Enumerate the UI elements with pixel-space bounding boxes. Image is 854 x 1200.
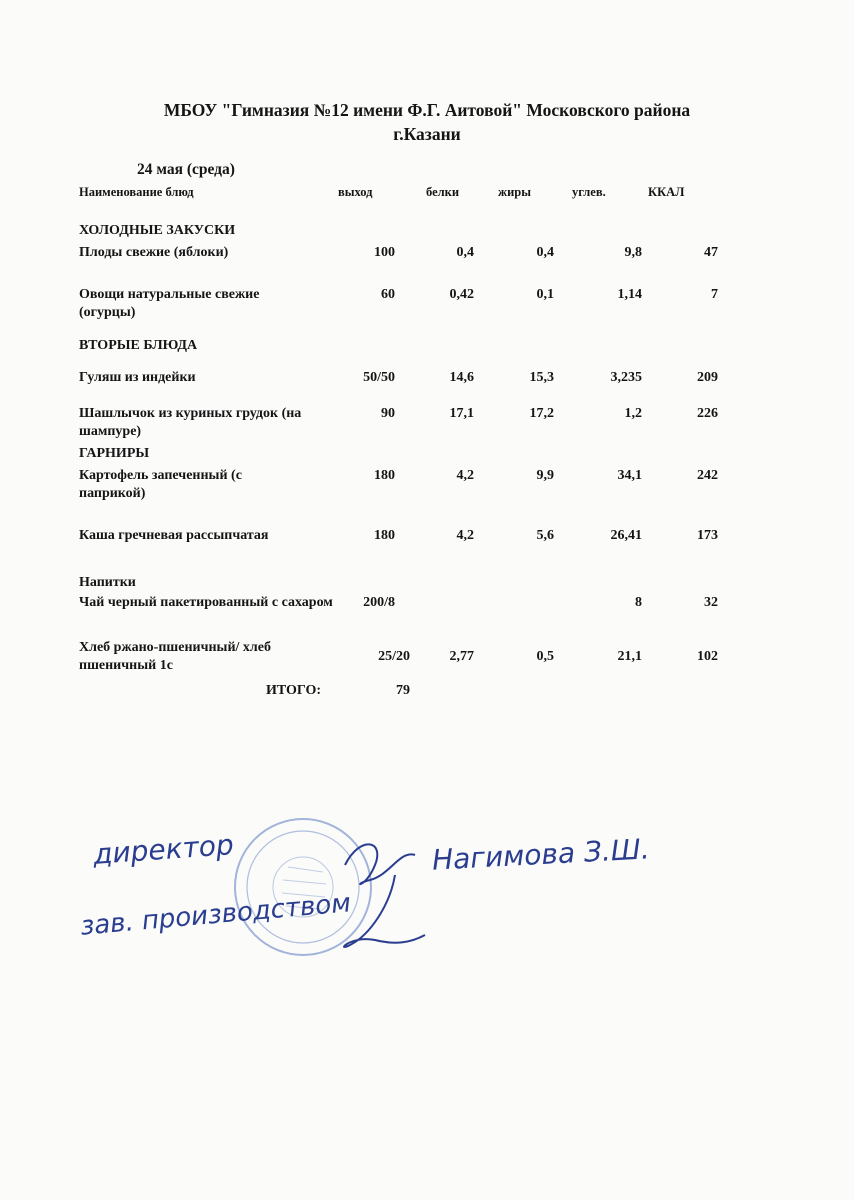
- document-title-line1: МБОУ "Гимназия №12 имени Ф.Г. Аитовой" Московского района: [163, 100, 691, 120]
- dish-name: Гуляш из индейки: [79, 370, 196, 385]
- dish-carbs: 3,235: [610, 370, 642, 385]
- dish-kcal: 47: [704, 245, 718, 260]
- handwritten-signature: [330, 825, 430, 965]
- dish-kcal: 173: [697, 528, 718, 543]
- dish-fat: 0,1: [536, 287, 554, 302]
- dish-protein: 0,42: [449, 287, 474, 302]
- total-label: ИТОГО:: [266, 683, 322, 698]
- dish-kcal: 102: [697, 649, 718, 664]
- dish-carbs: 34,1: [617, 468, 642, 483]
- dish-carbs: 26,41: [610, 528, 642, 543]
- dish-protein: 2,77: [449, 649, 474, 664]
- dish-kcal: 7: [711, 287, 718, 302]
- dish-carbs: 1,14: [617, 287, 642, 302]
- col-name-header: Наименование блюд: [79, 185, 194, 199]
- col-fat-header: жиры: [498, 185, 531, 199]
- dish-output: 50/50: [363, 370, 395, 385]
- dish-carbs: 21,1: [617, 649, 642, 664]
- dish-name: Чай черный пакетированный с сахаром: [79, 595, 333, 610]
- section-cold: ХОЛОДНЫЕ ЗАКУСКИ: [79, 223, 236, 238]
- dish-name: Шашлычок из куриных грудок (на шампуре): [79, 406, 302, 439]
- dish-kcal: 242: [697, 468, 718, 483]
- dish-output: 180: [374, 468, 395, 483]
- dish-name: Картофель запеченный (с паприкой): [79, 468, 242, 501]
- dish-protein: 4,2: [456, 468, 474, 483]
- dish-kcal: 32: [704, 595, 718, 610]
- signature-director-label: директор: [92, 828, 235, 871]
- signature-manager-label: зав. производством: [79, 888, 353, 942]
- signature-name: Нагимова З.Ш.: [431, 832, 651, 877]
- dish-kcal: 226: [697, 406, 718, 421]
- section-drinks: Напитки: [79, 575, 136, 590]
- col-output-header: выход: [338, 185, 373, 199]
- total-value: 79: [396, 683, 410, 698]
- document-title-line2: г.Казани: [393, 124, 461, 144]
- dish-carbs: 9,8: [624, 245, 642, 260]
- dish-name: Овощи натуральные свежие (огурцы): [79, 287, 260, 320]
- dish-fat: 0,5: [536, 649, 554, 664]
- dish-name: Плоды свежие (яблоки): [79, 245, 229, 260]
- dish-fat: 9,9: [536, 468, 554, 483]
- dish-carbs: 8: [635, 595, 642, 610]
- section-sides: ГАРНИРЫ: [79, 446, 150, 461]
- dish-fat: 15,3: [529, 370, 554, 385]
- dish-protein: 0,4: [456, 245, 474, 260]
- dish-fat: 0,4: [536, 245, 554, 260]
- dish-kcal: 209: [697, 370, 718, 385]
- dish-output: 100: [374, 245, 395, 260]
- section-second: ВТОРЫЕ БЛЮДА: [79, 338, 198, 353]
- menu-date: 24 мая (среда): [137, 161, 235, 178]
- dish-output: 90: [381, 406, 395, 421]
- col-protein-header: белки: [426, 185, 460, 199]
- dish-fat: 17,2: [529, 406, 554, 421]
- dish-output: 25/20: [378, 649, 410, 664]
- col-kcal-header: ККАЛ: [648, 185, 685, 199]
- dish-output: 60: [381, 287, 395, 302]
- dish-name: Каша гречневая рассыпчатая: [79, 528, 269, 543]
- dish-protein: 17,1: [449, 406, 474, 421]
- dish-protein: 4,2: [456, 528, 474, 543]
- col-carbs-header: углев.: [572, 185, 606, 199]
- dish-name: Хлеб ржано-пшеничный/ хлеб пшеничный 1с: [79, 640, 271, 673]
- dish-fat: 5,6: [536, 528, 554, 543]
- dish-output: 180: [374, 528, 395, 543]
- dish-protein: 14,6: [449, 370, 474, 385]
- dish-carbs: 1,2: [624, 406, 642, 421]
- dish-output: 200/8: [363, 595, 395, 610]
